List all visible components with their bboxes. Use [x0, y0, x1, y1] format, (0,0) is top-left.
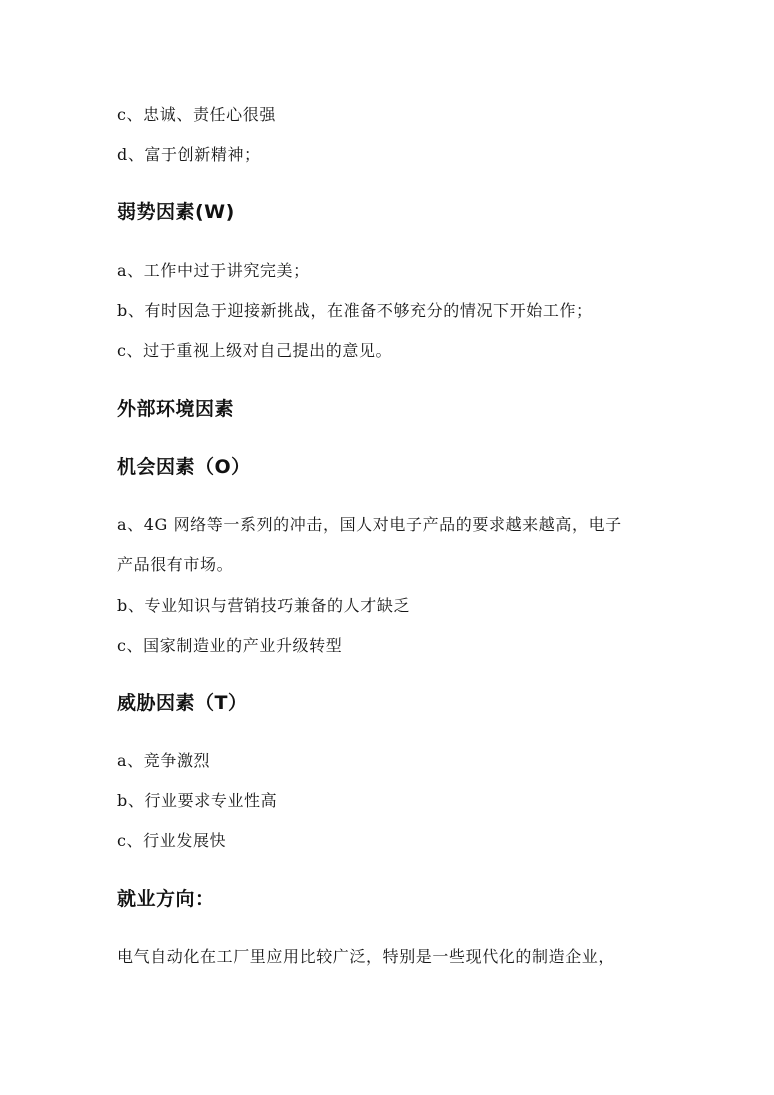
weakness-item-a: a、工作中过于讲究完美； — [117, 261, 310, 280]
opportunity-item-a: a、4G 网络等一系列的冲击，国人对电子产品的要求越来越高，电子 — [117, 515, 622, 534]
external-environment-heading: 外部环境因素 — [117, 398, 235, 420]
threat-item-a: a、竞争激烈 — [117, 751, 211, 770]
employment-heading: 就业方向： — [117, 888, 215, 910]
opportunity-heading: 机会因素（O） — [117, 456, 251, 478]
strength-item-c: c、忠诚、责任心很强 — [117, 105, 276, 124]
opportunity-item-a-continued: 产品很有市场。 — [117, 555, 234, 574]
opportunity-item-b: b、专业知识与营销技巧兼备的人才缺乏 — [117, 596, 411, 615]
weakness-item-b: b、有时因急于迎接新挑战，在准备不够充分的情况下开始工作； — [117, 301, 593, 320]
weakness-item-c: c、过于重视上级对自己提出的意见。 — [117, 341, 393, 360]
threat-heading: 威胁因素（T） — [117, 692, 248, 714]
threat-item-b: b、行业要求专业性高 — [117, 791, 278, 810]
threat-item-c: c、行业发展快 — [117, 831, 227, 850]
weakness-heading: 弱势因素(W) — [117, 201, 235, 223]
strength-item-d: d、富于创新精神； — [117, 145, 261, 164]
employment-paragraph: 电气自动化在工厂里应用比较广泛，特别是一些现代化的制造企业， — [117, 947, 616, 966]
opportunity-item-c: c、国家制造业的产业升级转型 — [117, 636, 343, 655]
